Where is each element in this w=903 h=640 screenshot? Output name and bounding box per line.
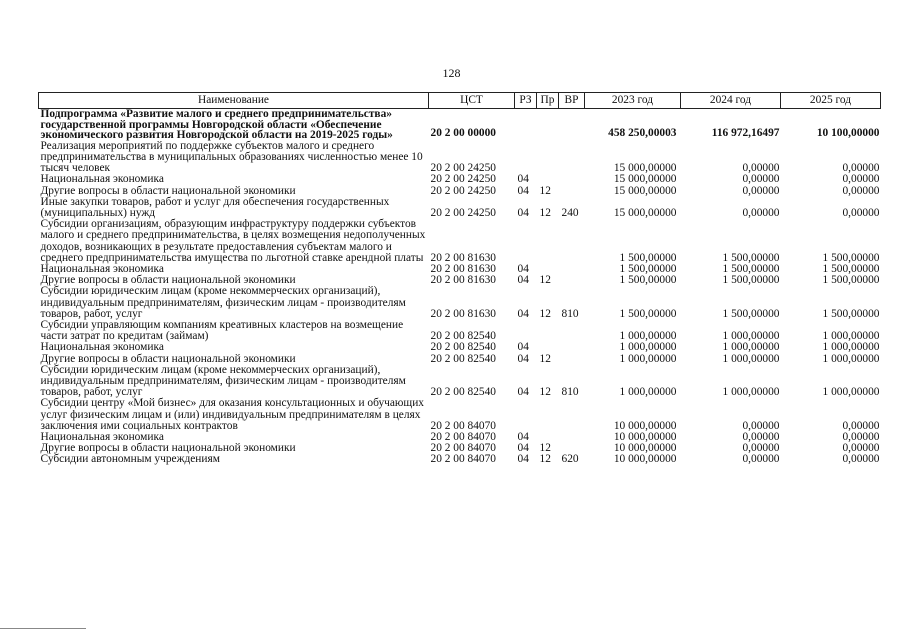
row-rz: 04 — [517, 386, 529, 399]
row-vr: 240 — [561, 207, 579, 219]
row-vr: 810 — [561, 386, 579, 399]
row-2025: 1 000,00000 — [822, 330, 880, 343]
row-2023: 15 000,00000 — [613, 162, 677, 175]
table-row — [39, 342, 881, 353]
row-2025: 0,00000 — [842, 162, 880, 175]
row-name: Субсидии юридическим лицам (кроме некоммерческих организаций), индивидуальным предпринимателям, физическим лицам - производителям товаров, работ, услуг — [40, 363, 406, 399]
table-row — [39, 454, 881, 465]
row-vr — [559, 432, 585, 443]
row-rz: 04 — [517, 352, 529, 365]
header-2025: 2025 год — [781, 93, 881, 109]
row-name: Субсидии организациям, образующим инфраструктуру поддержки субъектов малого и среднего предпринимательства, в целях возмещения недополученных доходов, возникающих в результате предоставления субъектам малого и среднего предпринимательства имущества по льготной ставке арендной платы — [40, 218, 426, 264]
row-cst: 20 2 00 82540 — [430, 352, 496, 365]
row-2025: 10 100,00000 — [816, 126, 880, 139]
row-2023: 1 000,00000 — [619, 330, 677, 343]
row-pr — [537, 141, 559, 175]
row-vr — [559, 398, 585, 432]
row-rz: 04 — [517, 274, 529, 287]
row-rz: 04 — [517, 341, 529, 354]
row-pr — [537, 219, 559, 264]
table-row — [39, 174, 881, 185]
row-2023: 10 000,00000 — [613, 419, 677, 432]
row-2023: 1 500,00000 — [619, 263, 677, 276]
row-cst: 20 2 00 24250 — [430, 207, 496, 219]
row-name: Субсидии автономным учреждениям — [40, 453, 220, 466]
table-row — [39, 365, 881, 399]
row-name: Национальная экономика — [40, 431, 164, 444]
row-2025: 1 000,00000 — [822, 352, 880, 365]
row-2024: 1 500,00000 — [722, 251, 780, 264]
row-cst: 20 2 00 24250 — [430, 184, 496, 197]
row-2025: 1 500,00000 — [822, 263, 880, 276]
row-pr — [537, 398, 559, 432]
row-cst: 20 2 00 84070 — [430, 419, 496, 432]
row-2025: 1 500,00000 — [822, 251, 880, 264]
table-row — [39, 197, 881, 219]
row-cst: 20 2 00 81630 — [430, 251, 496, 264]
row-2024: 1 000,00000 — [722, 386, 780, 399]
budget-table-container — [38, 92, 880, 466]
row-name: Другие вопросы в области национальной экономики — [40, 274, 296, 287]
row-cst: 20 2 00 84070 — [430, 453, 496, 466]
row-2025: 0,00000 — [842, 431, 880, 444]
row-2024: 0,00000 — [742, 173, 780, 186]
row-vr — [559, 186, 585, 197]
row-rz — [515, 141, 537, 175]
row-name: Другие вопросы в области национальной экономики — [40, 184, 296, 197]
header-rz: РЗ — [515, 93, 537, 109]
row-2023: 10 000,00000 — [613, 442, 677, 455]
row-2024: 0,00000 — [742, 453, 780, 466]
row-name: Субсидии юридическим лицам (кроме некоммерческих организаций), индивидуальным предпринимателям, физическим лицам - производителям товаров, работ, услуг — [40, 285, 406, 320]
row-2024: 1 500,00000 — [722, 263, 780, 276]
row-cst: 20 2 00 84070 — [430, 431, 496, 444]
header-2023: 2023 год — [585, 93, 681, 109]
row-pr: 12 — [539, 386, 551, 399]
row-rz: 04 — [517, 263, 529, 276]
row-pr: 12 — [539, 274, 551, 287]
row-2023: 15 000,00000 — [613, 207, 677, 219]
row-vr — [559, 342, 585, 353]
row-pr — [537, 174, 559, 185]
table-row — [39, 286, 881, 320]
row-pr: 12 — [539, 453, 551, 466]
row-name: Субсидии центру «Мой бизнес» для оказания консультационных и обучающих услуг физическим лицам и (или) индивидуальным предпринимателям в целях заключения ими социальных контрактов — [40, 397, 424, 432]
row-2025: 1 500,00000 — [822, 307, 880, 320]
table-row — [39, 141, 881, 175]
row-2023: 458 250,00003 — [608, 126, 677, 139]
row-vr — [559, 320, 585, 342]
row-2025: 0,00000 — [842, 207, 880, 219]
row-2025: 1 500,00000 — [822, 274, 880, 287]
row-2024: 0,00000 — [742, 419, 780, 432]
row-name: Субсидии управляющим компаниям креативных кластеров на возмещение части затрат по кредитам (займам) — [40, 319, 404, 343]
row-2024: 1 000,00000 — [722, 341, 780, 354]
row-rz — [515, 219, 537, 264]
row-cst: 20 2 00 81630 — [430, 307, 496, 320]
row-2023: 1 000,00000 — [619, 352, 677, 365]
row-name: Национальная экономика — [40, 263, 164, 276]
row-vr — [559, 275, 585, 286]
row-pr — [537, 320, 559, 342]
row-name: Другие вопросы в области национальной экономики — [40, 352, 296, 365]
row-pr — [537, 342, 559, 353]
row-2023: 1 500,00000 — [619, 251, 677, 264]
row-cst: 20 2 00 00000 — [430, 126, 496, 139]
footer-divider — [0, 628, 86, 629]
row-rz — [515, 109, 537, 141]
row-rz: 04 — [517, 442, 529, 455]
row-vr: 620 — [561, 453, 579, 466]
row-rz: 04 — [517, 207, 529, 219]
row-cst: 20 2 00 24250 — [430, 173, 496, 186]
table-body — [39, 109, 881, 466]
row-2024: 1 000,00000 — [722, 330, 780, 343]
row-rz: 04 — [517, 307, 529, 320]
table-header — [39, 93, 881, 109]
row-name: Реализация мероприятий по поддержке субъектов малого и среднего предпринимательства в муниципальных образованиях численностью менее 10 тысяч человек — [40, 139, 423, 175]
row-2025: 1 000,00000 — [822, 386, 880, 399]
row-cst: 20 2 00 82540 — [430, 341, 496, 354]
row-2025: 1 000,00000 — [822, 341, 880, 354]
row-vr — [559, 354, 585, 365]
row-rz — [515, 320, 537, 342]
row-name: Иные закупки товаров, работ и услуг для обеспечения государственных (муниципальных) нужд — [40, 195, 390, 219]
row-rz: 04 — [517, 173, 529, 186]
page-number: 128 — [442, 66, 461, 80]
row-2024: 1 500,00000 — [722, 307, 780, 320]
row-2024: 1 000,00000 — [722, 352, 780, 365]
row-2023: 1 000,00000 — [619, 341, 677, 354]
row-cst: 20 2 00 24250 — [430, 162, 496, 175]
row-pr: 12 — [539, 442, 551, 455]
table-row — [39, 398, 881, 432]
row-cst: 20 2 00 81630 — [430, 274, 496, 287]
row-2023: 10 000,00000 — [613, 453, 677, 466]
row-cst: 20 2 00 84070 — [430, 442, 496, 455]
row-2023: 15 000,00000 — [613, 184, 677, 197]
row-2025: 0,00000 — [842, 184, 880, 197]
row-2025: 0,00000 — [842, 442, 880, 455]
row-name: Национальная экономика — [40, 341, 164, 354]
row-2024: 116 972,16497 — [711, 126, 780, 139]
row-cst: 20 2 00 82540 — [430, 330, 496, 343]
header-2024: 2024 год — [681, 93, 781, 109]
row-vr — [559, 141, 585, 175]
row-name: Национальная экономика — [40, 173, 164, 186]
row-2023: 1 500,00000 — [619, 274, 677, 287]
header-vr: ВР — [559, 93, 585, 109]
row-2023: 1 500,00000 — [619, 307, 677, 320]
row-rz: 04 — [517, 453, 529, 466]
row-2023: 10 000,00000 — [613, 431, 677, 444]
row-rz: 04 — [517, 184, 529, 197]
row-cst: 20 2 00 82540 — [430, 386, 496, 399]
row-2023: 1 000,00000 — [619, 386, 677, 399]
row-cst: 20 2 00 81630 — [430, 263, 496, 276]
row-vr — [559, 174, 585, 185]
table-row — [39, 219, 881, 264]
row-pr: 12 — [539, 184, 551, 197]
row-pr: 12 — [539, 307, 551, 320]
header-pr: Пр — [537, 93, 559, 109]
row-vr: 810 — [561, 307, 579, 320]
row-rz — [515, 398, 537, 432]
row-2025: 0,00000 — [842, 173, 880, 186]
row-name: Другие вопросы в области национальной экономики — [40, 442, 296, 455]
row-name: Подпрограмма «Развитие малого и среднего предпринимательства» государственной программы Новгородской области «Обеспечение экономического развития Новгородской области на 2019-2025 годы» — [40, 108, 393, 142]
table-row — [39, 320, 881, 342]
row-2024: 0,00000 — [742, 442, 780, 455]
row-2024: 0,00000 — [742, 207, 780, 219]
header-cst: ЦСТ — [429, 93, 515, 109]
row-vr — [559, 219, 585, 264]
row-pr — [537, 109, 559, 141]
row-pr: 12 — [539, 352, 551, 365]
row-2024: 0,00000 — [742, 431, 780, 444]
table-row — [39, 109, 881, 141]
row-vr — [559, 109, 585, 141]
header-name: Наименование — [39, 93, 429, 109]
row-2024: 0,00000 — [742, 184, 780, 197]
row-vr — [559, 264, 585, 275]
row-2025: 0,00000 — [842, 453, 880, 466]
row-2024: 1 500,00000 — [722, 274, 780, 287]
row-2024: 0,00000 — [742, 162, 780, 175]
row-rz: 04 — [517, 431, 529, 444]
row-2023: 15 000,00000 — [613, 173, 677, 186]
budget-table — [38, 92, 881, 466]
row-pr: 12 — [539, 207, 551, 219]
row-2025: 0,00000 — [842, 419, 880, 432]
